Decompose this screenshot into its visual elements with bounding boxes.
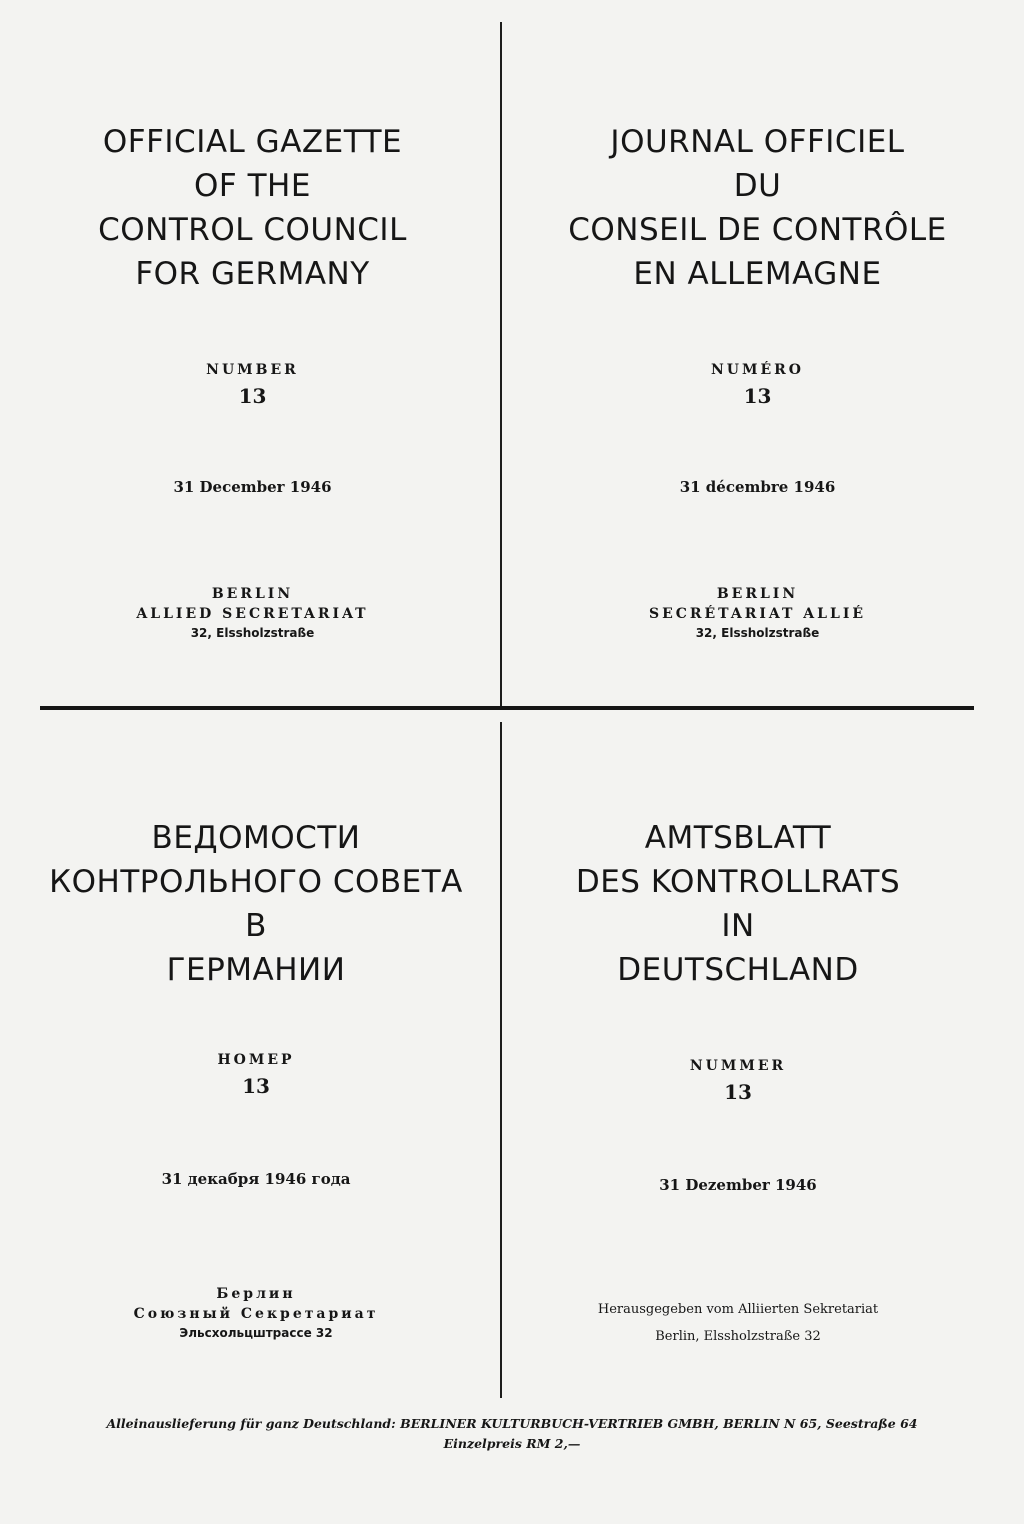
french-title-line: JOURNAL OFFICIEL [610, 124, 905, 160]
footer-price-line: Einzelpreis RM 2,— [443, 1436, 581, 1451]
german-title [520, 816, 956, 992]
german-number-label: NUMMER [689, 1058, 787, 1074]
french-address: 32, Elssholzstraße [695, 626, 820, 640]
russian-city: Берлин [216, 1286, 296, 1302]
french-date: 31 décembre 1946 [679, 478, 836, 496]
russian-title-line: ГЕРМАНИИ [166, 952, 346, 988]
french-title-block [520, 120, 995, 640]
english-city: BERLIN [211, 586, 294, 602]
german-title-line: IN [721, 908, 755, 944]
french-title-line: CONSEIL DE CONTRÔLE [568, 212, 947, 248]
english-title-line: OF THE [194, 168, 311, 204]
english-title-block [40, 120, 465, 640]
french-number-label: NUMÉRO [710, 362, 804, 378]
russian-title-line: ВЕДОМОСТИ [151, 820, 361, 856]
distribution-footer [40, 1414, 984, 1454]
english-title-line: FOR GERMANY [135, 256, 370, 292]
russian-organization: Союзный Секретариат [133, 1306, 379, 1322]
french-title-line: DU [733, 168, 782, 204]
horizontal-divider [40, 706, 974, 710]
vertical-divider-bottom [500, 722, 502, 1398]
english-title-line: CONTROL COUNCIL [98, 212, 407, 248]
english-organization: ALLIED SECRETARIAT [136, 606, 369, 622]
german-title-line: AMTSBLATT [644, 820, 832, 856]
english-number: 13 [238, 384, 267, 408]
french-title-line: EN ALLEMAGNE [633, 256, 882, 292]
footer-distribution-line: Alleinauslieferung für ganz Deutschland: BERLINER KULTURBUCH-VERTRIEB GMBH, BERLIN N 65, Seestraße 64 [106, 1416, 918, 1431]
russian-number-label: НОМЕР [217, 1052, 295, 1068]
german-address: Berlin, Elssholzstraße 32 [655, 1329, 821, 1344]
english-address: 32, Elssholzstraße [190, 626, 315, 640]
french-organization: SECRÉTARIAT ALLIÉ [648, 606, 867, 622]
russian-title-line: КОНТРОЛЬНОГО СОВЕТА [49, 864, 463, 900]
english-date: 31 December 1946 [173, 478, 332, 496]
english-title [40, 120, 465, 296]
english-title-line: OFFICIAL GAZETTE [102, 124, 403, 160]
russian-number: 13 [242, 1074, 270, 1098]
vertical-divider-top [500, 22, 502, 706]
russian-title-line: В [245, 908, 267, 944]
german-date: 31 Dezember 1946 [659, 1176, 817, 1194]
german-publisher: Herausgegeben vom Alliierten Sekretariat [597, 1302, 879, 1317]
french-city: BERLIN [716, 586, 799, 602]
russian-title-block [40, 816, 472, 1340]
french-title [520, 120, 995, 296]
russian-title [40, 816, 472, 992]
german-title-line: DES KONTROLLRATS [575, 864, 901, 900]
french-number: 13 [743, 384, 772, 408]
russian-address: Эльсхольцштрассе 32 [179, 1326, 333, 1340]
english-number-label: NUMBER [206, 362, 299, 378]
german-number: 13 [724, 1080, 752, 1104]
german-title-line: DEUTSCHLAND [617, 952, 859, 988]
german-title-block [520, 816, 956, 1344]
russian-date: 31 декабря 1946 года [161, 1170, 351, 1188]
